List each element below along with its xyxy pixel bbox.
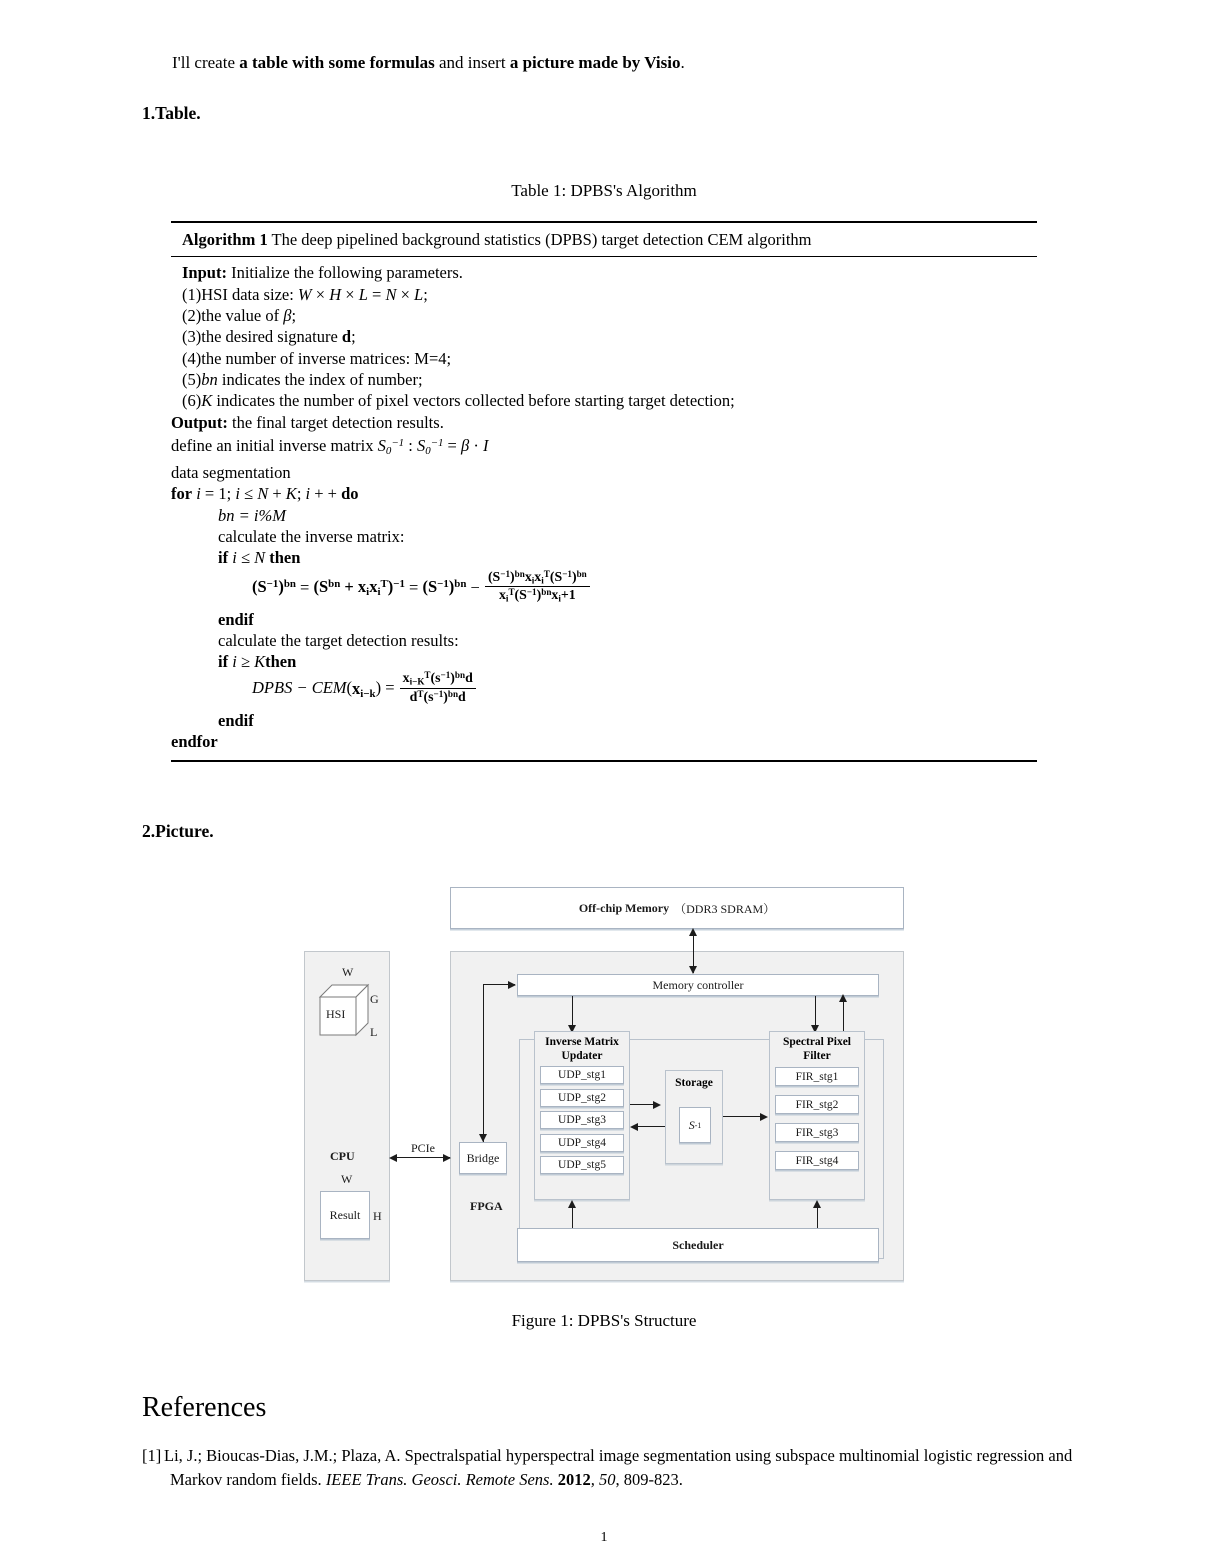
- imu-title-line-2: Updater: [561, 1049, 603, 1062]
- intro-part-1: I'll create: [172, 53, 240, 72]
- reference-text: [164, 1444, 1074, 1491]
- reference-authors: Li, J.; Bioucas-Dias, J.M.; Plaza, A.: [164, 1446, 405, 1465]
- alg-line-param-6: [182, 390, 1037, 411]
- section-heading-picture: 2.Picture.: [142, 821, 214, 841]
- storage-title: Storage: [675, 1077, 713, 1089]
- formula-2-lhs: DPBS − CEM: [252, 678, 347, 698]
- alg-line-endif-2: [182, 710, 1037, 731]
- intro-part-2-bold: a table with some formulas: [239, 53, 435, 72]
- references-heading: References: [142, 1392, 267, 1423]
- intro-paragraph: [172, 52, 1072, 74]
- param-1-prefix: (1)HSI data size:: [182, 284, 298, 304]
- scheduler-spf-arrow-up-icon: [813, 1200, 821, 1208]
- for-condition: i: [196, 484, 201, 504]
- hsi-cube-label-w: W: [342, 965, 354, 979]
- offchip-memory-detail: （DDR3 SDRAM）: [674, 901, 776, 916]
- pcie-line: [396, 1157, 450, 1158]
- output-label: Output:: [171, 412, 228, 432]
- alg-line-output: [171, 412, 1037, 433]
- formula-2-arg: $x_{i-k}$: [352, 678, 376, 700]
- bridge-node: [459, 1142, 507, 1174]
- bridge-memctrl-vline: [483, 984, 484, 1142]
- bridge-label: Bridge: [466, 1150, 500, 1165]
- if-2-label: if: [218, 652, 229, 672]
- alg-line-if-1: if i ≤ N then: [218, 548, 301, 568]
- intro-part-5: .: [680, 53, 685, 72]
- fir-stage-list: [770, 1063, 864, 1170]
- formula-2-denominator: $d^T(s^{-1})^{bn}d$: [400, 688, 476, 705]
- for-do: do: [341, 484, 359, 504]
- spf-title-line-1: Spectral Pixel: [782, 1036, 852, 1048]
- param-1-h: H: [329, 284, 342, 304]
- define-beta: β: [460, 435, 470, 455]
- spectral-pixel-filter-panel: [769, 1031, 865, 1200]
- scheduler-imu-arrow-up-icon: [568, 1200, 576, 1208]
- mem-ctrl-offchip-arrow-down-icon: [689, 966, 697, 974]
- inverse-matrix-updater-panel: [534, 1031, 630, 1200]
- param-6-k: K: [201, 391, 213, 411]
- reference-year: 2012: [553, 1469, 591, 1489]
- algorithm-title: The deep pipelined background statistics (DPBS) target detection CEM algorithm: [267, 229, 812, 249]
- algorithm-header: [171, 223, 1037, 256]
- reference-number: [1]: [142, 1446, 162, 1465]
- alg-line-calc-target: calculate the target detection results:: [218, 630, 459, 650]
- for-k: K: [285, 484, 297, 504]
- for-n: N: [257, 484, 269, 504]
- formula-1-numerator: $(S^{-1})^{bn}x_ix_i^T(S^{-1})^{bn}$: [487, 568, 587, 586]
- define-s0-inv: $S_0^{-1}$: [377, 435, 405, 457]
- udp-stage-item: [540, 1089, 624, 1107]
- intro-part-4-bold: a picture made by Visio: [509, 53, 681, 72]
- reference-item: [142, 1444, 1074, 1491]
- param-1-l2: L: [414, 284, 424, 304]
- pcie-arrow-right-icon: [443, 1154, 451, 1162]
- define-i: I: [482, 435, 489, 455]
- param-6-prefix: (6): [182, 391, 202, 411]
- for-i3: i: [305, 484, 311, 504]
- alg-line-calc-inverse: calculate the inverse matrix:: [218, 526, 405, 546]
- cpu-label: CPU: [330, 1149, 355, 1163]
- bridge-memctrl-arrow-down-icon: [479, 1134, 487, 1142]
- result-node: [320, 1191, 370, 1239]
- hsi-cube-label-l: L: [370, 1025, 378, 1039]
- if-2-then: then: [265, 652, 297, 672]
- alg-line-if-2: if i ≥ Kthen: [218, 652, 297, 672]
- udp-stage-list: [535, 1063, 629, 1174]
- section-heading-table: 1.Table.: [142, 103, 201, 123]
- offchip-memory-label: Off-chip Memory: [578, 900, 670, 915]
- reference-title: Spectralspatial hyperspectral image segmentation using subspace multinomial logistic regression and Markov random fields.: [170, 1446, 1073, 1489]
- if-1-label: if: [218, 548, 229, 568]
- fir-stage-label: FIR_stg2: [795, 1098, 839, 1111]
- udp-stage-item: [540, 1156, 624, 1174]
- endif-1-label: endif: [218, 609, 254, 629]
- spectral-pixel-filter-title: [770, 1032, 864, 1063]
- pcie-arrow-left-icon: [389, 1154, 397, 1162]
- pcie-label: PCIe: [411, 1141, 435, 1155]
- alg-line-param-2: (2)the value of β;: [182, 306, 297, 326]
- alg-formula-2: DPBS − $CEM(x_{i-k})$ = $\frac{x_{i-K}^T(s^{-1})^{bn}d}{d^T(s^{-1})^{bn}d}$: [182, 672, 1037, 709]
- storage-imu-line: [636, 1126, 665, 1127]
- alg-line-endfor: [171, 731, 1037, 752]
- table-bottom-rule: [171, 760, 1037, 762]
- alg-formula-1: $(S^{-1})^{bn} = (S^{bn} + x_ix_i^T)^{-1} = (S^{-1})^{bn}$ − $\frac{(S^{-1})^{bn}x_ix_i^T(S^{-1})^{bn}}{x_i^T(S^{-1})^{bn}x_i+1}$: [182, 569, 1037, 609]
- figure-caption: Figure 1: DPBS's Structure: [511, 1311, 697, 1330]
- formula-2-fraction: [400, 670, 476, 705]
- fir-stage-item: [775, 1095, 859, 1114]
- memory-controller-node: [517, 974, 879, 996]
- endfor-label: endfor: [171, 731, 218, 751]
- alg-line-bn-assign: [182, 505, 1037, 526]
- fir-stage-label: FIR_stg1: [795, 1070, 839, 1083]
- scheduler-imu-line: [572, 1206, 573, 1228]
- define-s0-inv-2: $S_0^{-1}$: [416, 435, 444, 457]
- fir-stage-label: FIR_stg3: [795, 1126, 839, 1139]
- for-i2: i: [235, 484, 240, 504]
- formula-1-fraction: [485, 569, 590, 605]
- algorithm-table: [171, 221, 1037, 762]
- alg-line-endif-1: [182, 609, 1037, 630]
- alg-line-for: for i = 1; i ≤ N + K; i + + do: [171, 484, 359, 504]
- figure-dpbs-structure: [0, 880, 1208, 1290]
- udp-stage-label: UDP_stg5: [558, 1159, 606, 1171]
- alg-line-define: define an initial inverse matrix $S_0^{-1}$ : $S_0^{-1} = \beta \cdot I$: [171, 435, 489, 457]
- storage-matrix-symbol-exp: -1: [694, 1120, 702, 1130]
- inverse-matrix-updater-title: [535, 1032, 629, 1063]
- formula-1-rhs: $(S^{-1})^{bn}$: [422, 577, 467, 597]
- hsi-cube: [316, 965, 382, 1047]
- scheduler-label: Scheduler: [672, 1237, 724, 1252]
- fir-stage-item: [775, 1067, 859, 1086]
- formula-2-numerator: $x_{i-K}^T(s^{-1})^{bn}d$: [402, 670, 473, 687]
- alg-line-param-4: (4)the number of inverse matrices: M=4;: [182, 348, 452, 368]
- udp-stage-item: [540, 1066, 624, 1084]
- output-text: the final target detection results.: [227, 412, 444, 432]
- storage-panel: [665, 1070, 723, 1164]
- imu-title-line-1: Inverse Matrix: [545, 1036, 619, 1048]
- hsi-cube-text: HSI: [326, 1007, 346, 1021]
- bn-assign-math: bn = i%M: [218, 505, 286, 525]
- for-label: for: [171, 484, 193, 504]
- if-1-n: N: [254, 548, 266, 568]
- spf-memctrl-arrow-up-icon: [839, 994, 847, 1002]
- input-label: Input:: [182, 263, 227, 283]
- param-1-l: L: [358, 284, 368, 304]
- udp-stage-item: [540, 1134, 624, 1152]
- algorithm-number: Algorithm 1: [182, 229, 268, 249]
- define-text: define an initial inverse matrix: [171, 435, 378, 455]
- if-2-i: i: [232, 652, 237, 672]
- storage-spf-arrow-right-icon: [760, 1113, 768, 1121]
- fpga-label: FPGA: [470, 1199, 503, 1213]
- result-label-h: H: [373, 1209, 382, 1223]
- alg-line-param-1: (1)HSI data size: W × H × L = N × L;: [182, 284, 428, 304]
- alg-line-param-5: [182, 369, 1037, 390]
- intro-part-3: and insert: [434, 53, 510, 72]
- storage-matrix-symbol: S: [688, 1117, 695, 1132]
- bridge-memctrl-arrow-right-icon: [508, 981, 516, 989]
- page-number: 1: [600, 1530, 608, 1545]
- if-1-then: then: [269, 548, 301, 568]
- if-2-k: K: [254, 652, 266, 672]
- imu-storage-arrow-right-icon: [653, 1101, 661, 1109]
- alg-line-input: [182, 262, 1037, 283]
- param-1-n: N: [385, 284, 397, 304]
- param-5-bn: bn: [201, 369, 218, 389]
- fir-stage-item: [775, 1151, 859, 1170]
- storage-imu-arrow-left-icon: [630, 1123, 638, 1131]
- udp-stage-label: UDP_stg4: [558, 1136, 606, 1149]
- table-caption: Table 1: DPBS's Algorithm: [511, 181, 697, 200]
- formula-1-denominator: $x_i^T(S^{-1})^{bn}x_i+1$: [485, 586, 590, 604]
- reference-volume: , 50: [590, 1469, 616, 1489]
- udp-stage-label: UDP_stg1: [558, 1069, 606, 1081]
- spf-title-line-2: Filter: [803, 1049, 831, 1062]
- input-text: Initialize the following parameters.: [226, 263, 463, 283]
- udp-stage-label: UDP_stg3: [558, 1114, 606, 1126]
- reference-journal: IEEE Trans. Geosci. Remote Sens.: [325, 1469, 554, 1489]
- storage-spf-line: [723, 1116, 765, 1117]
- alg-line-data-segmentation: data segmentation: [171, 463, 291, 483]
- offchip-memory-node: [450, 887, 904, 929]
- scheduler-spf-line: [817, 1206, 818, 1228]
- mem-ctrl-offchip-arrow-up-icon: [689, 928, 697, 936]
- param-5-post: indicates the index of number;: [217, 369, 423, 389]
- formula-1-mid: $(S^{bn} + x_ix_i^T)^{-1}$: [313, 577, 405, 599]
- alg-line-param-3: (3)the desired signature d;: [182, 327, 356, 347]
- hsi-cube-label-g: G: [370, 992, 379, 1006]
- storage-matrix-node: [679, 1107, 711, 1143]
- param-2-prefix: (2)the value of: [182, 306, 284, 326]
- param-3-d: d: [341, 327, 352, 347]
- reference-pages: , 809-823.: [615, 1469, 683, 1489]
- algorithm-body: [171, 256, 1037, 760]
- udp-stage-item: [540, 1111, 624, 1129]
- result-label: Result: [329, 1207, 361, 1222]
- formula-1-lhs: $(S^{-1})^{bn}$: [252, 577, 296, 597]
- param-1-math: W: [297, 284, 312, 304]
- fir-stage-item: [775, 1123, 859, 1142]
- if-1-i: i: [232, 548, 237, 568]
- result-label-w: W: [341, 1172, 353, 1186]
- memory-controller-label: Memory controller: [652, 977, 744, 992]
- param-5-prefix: (5): [182, 369, 202, 389]
- param-3-prefix: (3)the desired signature: [182, 327, 342, 347]
- param-2-beta: β: [283, 306, 292, 326]
- fir-stage-label: FIR_stg4: [795, 1154, 839, 1167]
- param-6-post: indicates the number of pixel vectors collected before starting target detection;: [212, 391, 735, 411]
- scheduler-node: [517, 1228, 879, 1262]
- udp-stage-label: UDP_stg2: [558, 1091, 606, 1104]
- endif-2-label: endif: [218, 710, 254, 730]
